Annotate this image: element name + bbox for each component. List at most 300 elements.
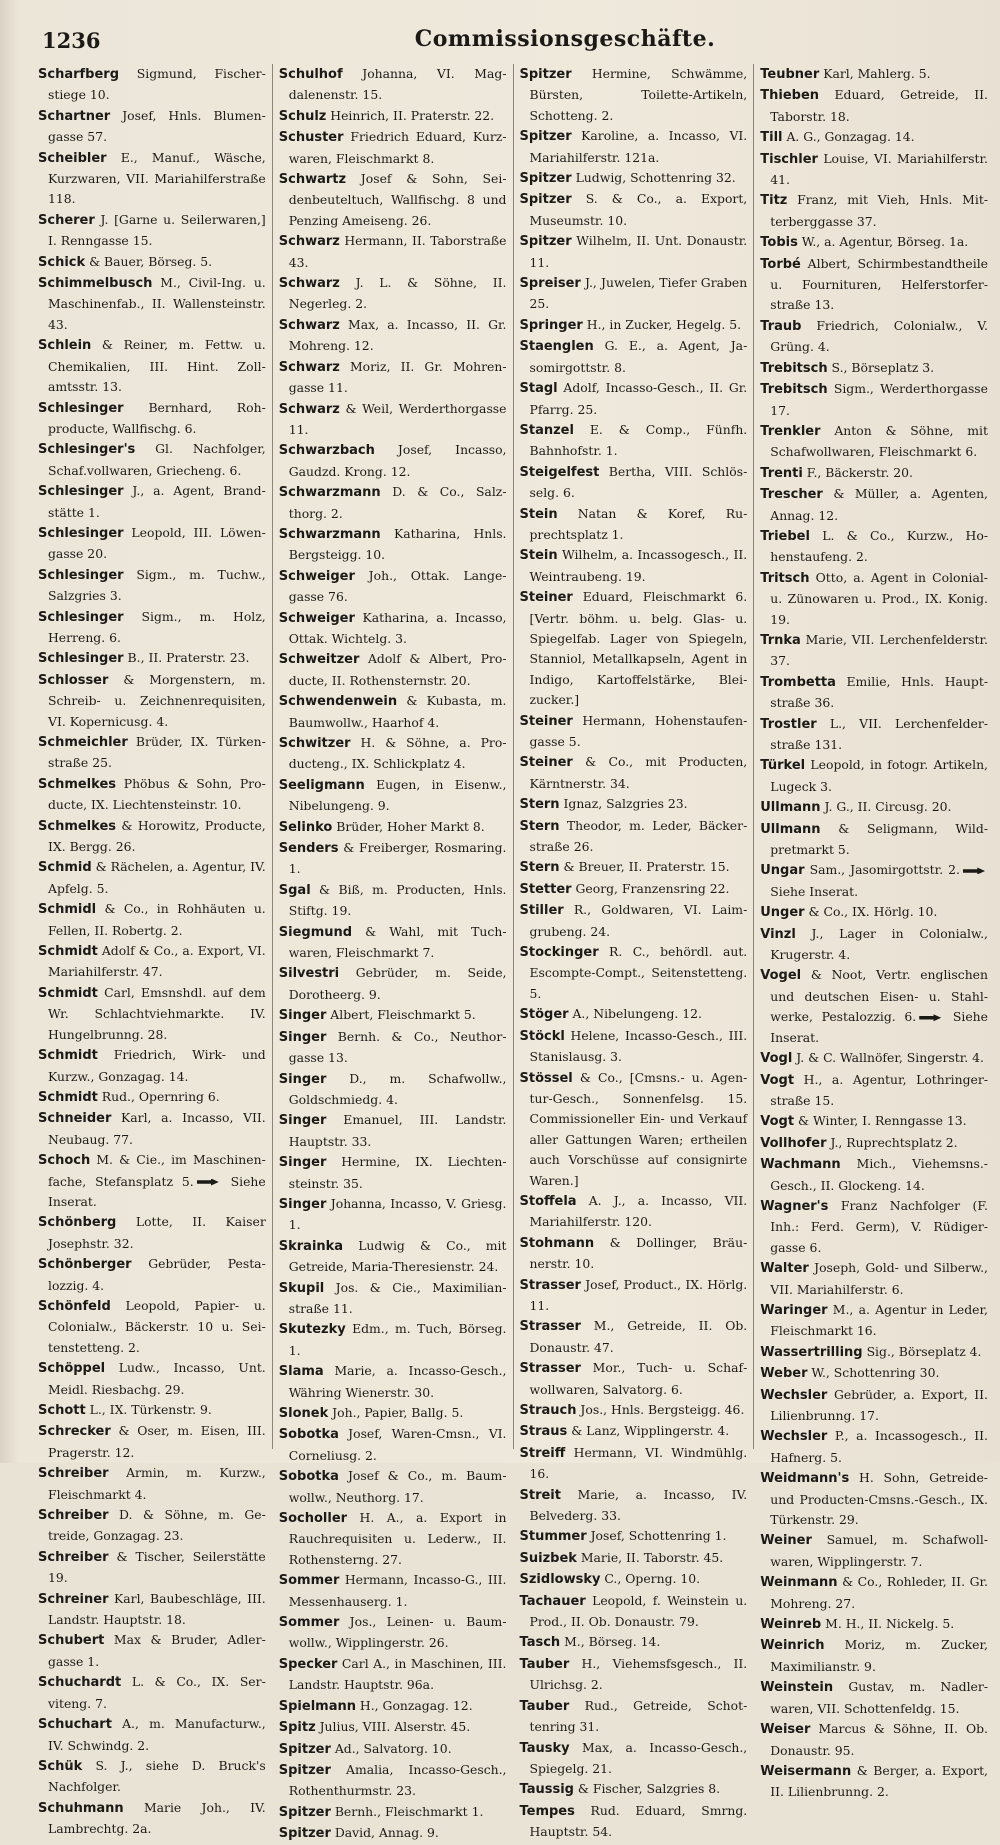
entry-name: Schwartz (278, 172, 347, 188)
entry-name: Schwarz (278, 401, 340, 417)
entry-name: Weinreb (760, 1617, 822, 1633)
pointing-hand-icon (197, 1179, 219, 1186)
directory-entry (38, 1212, 266, 1254)
column-3 (513, 64, 748, 1840)
entry-details: Franz Nachfolger (F. Inh.: Ferd. Germ), V. Rüdigergasse 6. (770, 1197, 988, 1255)
directory-entry (760, 379, 988, 421)
directory-entry (760, 127, 988, 148)
entry-details: Louise, VI. Mariahilferstr. 41. (770, 150, 988, 188)
directory-entry (279, 399, 507, 441)
entry-name: Schlesinger (38, 609, 124, 625)
pointing-hand-icon (963, 867, 985, 874)
entry-details: & Weil, Werderthorgasse 11. (288, 400, 507, 437)
entry-name: Walter (760, 1261, 809, 1277)
entry-name: Stern (519, 797, 560, 813)
directory-entry (279, 440, 507, 482)
entry-name: Wachmann (760, 1157, 841, 1173)
entry-details: Jos., Hnls. Bergsteigg. 46. (576, 1402, 745, 1417)
entry-name: Schott (38, 1403, 86, 1418)
directory-entry (279, 1739, 507, 1760)
entry-name: Weiner (760, 1533, 812, 1549)
directory-entry (279, 1194, 507, 1236)
entry-details: Leopold, in fotogr. Artikeln, Lugeck 3. (770, 757, 988, 794)
directory-entry (520, 126, 748, 168)
entry-name: Schweiger (278, 568, 355, 584)
entry-name: Staenglen (519, 339, 594, 355)
directory-entry (520, 315, 748, 336)
directory-entry (520, 1801, 748, 1843)
entry-name: Spitzer (278, 1826, 331, 1842)
entry-name: Sobotka (278, 1469, 339, 1485)
entry-name: Tobis (760, 235, 798, 251)
entry-details: Johanna, Incasso, V. Griesg. 1. (288, 1195, 507, 1233)
entry-name: Schlosser (38, 672, 109, 688)
entry-name: Spitzer (278, 1804, 331, 1820)
entry-name: Scheibler (38, 150, 107, 166)
entry-details: Hermine, IX. Liechtensteinstr. 35. (288, 1154, 507, 1191)
directory-entry (279, 922, 507, 964)
entry-name: Stetter (519, 881, 572, 897)
entry-details: Samuel, m. Schafwollwaren, Wipplingerstr. 7. (770, 1532, 988, 1569)
entry-details: R., Goldwaren, VI. Laimgrubeng. 24. (529, 902, 748, 939)
entry-name: Teubner (760, 67, 820, 82)
entry-details: Leopold, f. Weinstein u. Prod., II. Ob. Donaustr. 79. (529, 1592, 748, 1630)
entry-name: Silvestri (278, 966, 340, 982)
entry-name: Triebel (760, 528, 810, 544)
directory-entry (38, 1108, 266, 1150)
directory-entry (279, 106, 507, 127)
entry-details: D. & Söhne, m. Getreide, Gonzagag. 23. (48, 1507, 266, 1544)
entry-name: Scharfberg (38, 67, 120, 82)
entry-name: Taussig (519, 1782, 574, 1798)
directory-entry (520, 273, 748, 315)
entry-details: & Freiberger, Rosmaring. 1. (288, 840, 507, 877)
entry-name: Schmidt (38, 1089, 98, 1105)
entry-name: Schweiger (278, 610, 355, 626)
entry-details: Rud., Getreide, Schottenring 31. (529, 1697, 748, 1735)
directory-entry (38, 1547, 266, 1589)
directory-entry (520, 1233, 748, 1275)
entry-details: Ignaz, Salzgries 23. (559, 796, 688, 812)
entry-name: Tischler (760, 151, 818, 167)
entry-details: Hermine, Schwämme, Bürsten, Toilette-Artikeln, Schotteng. 2. (529, 66, 748, 123)
directory-entry (760, 232, 988, 253)
entry-name: Weidmann's (760, 1471, 850, 1487)
directory-entry (279, 1069, 507, 1111)
entry-name: Trostler (760, 716, 817, 732)
entry-name: Strasser (519, 1361, 581, 1377)
entry-name: Sommer (278, 1573, 340, 1589)
entry-details: J., Juwelen, Tiefer Graben 25. (529, 275, 748, 312)
entry-name: Schwarz (278, 276, 340, 292)
entry-details: Rud., Opernring 6. (97, 1088, 220, 1104)
entry-details: M. H., II. Nickelg. 5. (821, 1616, 955, 1632)
entry-name: Weiser (760, 1722, 811, 1738)
directory-entry (760, 1677, 988, 1719)
entry-details: Adolf & Albert, Producte, II. Rothensternstr. 20. (288, 651, 507, 688)
entry-name: Schick (38, 254, 86, 270)
directory-entry (520, 794, 748, 815)
directory-entry (279, 169, 507, 231)
directory-entry (520, 1548, 748, 1569)
entry-details: Marie, a. Incasso, IV. Belvederg. 33. (529, 1486, 748, 1524)
entry-details: & Morgenstern, m. Schreib- u. Zeichnenrequisiten, VI. Kopernicusg. 4. (48, 671, 266, 729)
entry-details: & Bauer, Börseg. 5. (85, 253, 213, 269)
entry-name: Schwendenwein (278, 694, 398, 710)
directory-entry (38, 1045, 266, 1087)
entry-details: C., Operng. 10. (600, 1571, 701, 1587)
entry-details: D., m. Schafwollw., Goldschmiedg. 4. (288, 1070, 507, 1107)
entry-details: W., a. Agentur, Börseg. 1a. (797, 234, 969, 250)
entry-details: J. G., II. Circusg. 20. (820, 799, 952, 815)
directory-entry (38, 1296, 266, 1358)
entry-details: & Reiner, m. Fettw. u. Chemikalien, III. Hint. Zollamtsstr. 13. (48, 337, 266, 395)
entry-name: Schimmelbusch (38, 276, 153, 292)
directory-entry (760, 797, 988, 818)
entry-name: Schönfeld (38, 1298, 111, 1314)
entry-name: Strasser (519, 1319, 581, 1335)
directory-entry (279, 775, 507, 817)
directory-entry (760, 526, 988, 568)
entry-details: L. & Co., Kurzw., Hohenstaufeng. 2. (770, 527, 988, 565)
entry-name: Trenti (760, 465, 803, 481)
entry-name: Schwarz (278, 234, 340, 250)
entry-name: Vollhofer (760, 1135, 827, 1151)
directory-entry (279, 273, 507, 315)
entry-name: Schlesinger (38, 567, 124, 583)
entry-details: Sigm., m. Tuchw., Salzgries 3. (48, 566, 266, 604)
entry-name: Weber (760, 1366, 808, 1382)
entry-details: Armin, m. Kurzw., Fleischmarkt 4. (48, 1465, 266, 1502)
directory-entry (38, 1400, 266, 1421)
directory-entry (760, 64, 988, 85)
entry-name: Specker (278, 1656, 338, 1672)
directory-entry (38, 210, 266, 252)
entry-details: & Co., IX. Hörlg. 10. (804, 904, 938, 920)
entry-name: Stanzel (519, 422, 574, 438)
directory-entry (520, 189, 748, 231)
entry-details: J. [Garne u. Seilerwaren,] I. Renngasse 15. (48, 211, 266, 249)
directory-entry (38, 941, 266, 983)
entry-name: Stagl (519, 381, 558, 397)
entry-name: Spitzer (519, 67, 572, 82)
directory-entry (38, 64, 266, 106)
directory-entry (279, 1466, 507, 1508)
directory-entry (38, 1714, 266, 1756)
entry-name: Siegmund (278, 924, 353, 940)
entry-details: Mor., Tuch- u. Schafwollwaren, Salvatorg. 6. (529, 1360, 748, 1397)
entry-name: Schmelkes (38, 818, 116, 834)
directory-entry (760, 1719, 988, 1761)
directory-entry (520, 879, 748, 900)
directory-entry (520, 1591, 748, 1633)
entry-name: Trenkler (760, 423, 821, 439)
entry-details: Karl, Baubeschläge, III. Landstr. Hauptstr. 18. (48, 1590, 266, 1628)
entry-details: Johanna, VI. Magdalenenstr. 15. (288, 66, 507, 103)
directory-entry (520, 1443, 748, 1485)
entry-details: Brüder, IX. Türkenstraße 25. (48, 734, 266, 771)
entry-details: & Tischer, Seilerstätte 19. (48, 1548, 266, 1586)
entry-details: Julius, VIII. Alserstr. 45. (315, 1719, 471, 1735)
entry-details: & Oser, m. Eisen, III. Pragerstr. 12. (48, 1423, 266, 1460)
entry-name: Tauber (519, 1698, 570, 1714)
entry-details: Edm., m. Tuch, Börseg. 1. (288, 1321, 507, 1358)
directory-entry (279, 1152, 507, 1194)
directory-entry (279, 1236, 507, 1278)
entry-details: Marie, II. Taborstr. 45. (576, 1549, 724, 1565)
directory-entry (279, 1760, 507, 1802)
directory-entry (760, 1468, 988, 1530)
directory-entry (279, 1005, 507, 1026)
entry-details: L., VII. Lerchenfelderstraße 131. (770, 715, 988, 752)
entry-details: Bernhard, Rohproducte, Wallfischg. 6. (48, 399, 266, 436)
directory-entry (760, 1196, 988, 1258)
entry-name: Schmelkes (38, 776, 116, 792)
entry-name: Unger (760, 905, 805, 921)
entry-details: & Seligmann, Wildpretmarkt 5. (770, 820, 988, 858)
entry-name: Wechsler (760, 1429, 828, 1445)
entry-details: & Co., in Rohhäuten u. Fellen, II. Robertg. 2. (48, 901, 266, 938)
directory-entry (279, 1802, 507, 1823)
entry-details: A. J., a. Incasso, VII. Mariahilferstr. 120. (529, 1192, 748, 1230)
entry-details: Gl. Nachfolger, Schaf.vollwaren, Griecheng. 6. (48, 441, 266, 478)
entry-name: Schlesinger (38, 484, 124, 500)
directory-entry (279, 64, 507, 106)
entry-name: Spitz (278, 1720, 316, 1736)
entry-name: Sgal (278, 882, 311, 898)
entry-details: L., IX. Türkenstr. 9. (85, 1402, 212, 1417)
directory-entry (520, 504, 748, 546)
directory-entry (279, 649, 507, 691)
entry-details: M. & Cie., im Maschinenfache, Stefansplatz 5. (48, 1152, 266, 1189)
entry-name: Ullmann (760, 800, 821, 816)
directory-entry (279, 1508, 507, 1570)
entry-name: Suizbek (519, 1550, 577, 1566)
entry-details: & Müller, a. Agenten, Annag. 12. (770, 486, 988, 523)
entry-name: Wassertrilling (760, 1344, 863, 1360)
entry-name: Tasch (519, 1635, 561, 1651)
directory-entry (760, 860, 988, 902)
directory-entry (520, 231, 748, 273)
directory-entry (760, 149, 988, 191)
entry-details: Sigm., m. Holz, Herreng. 6. (48, 608, 266, 645)
directory-entry (279, 1717, 507, 1738)
directory-entry (760, 819, 988, 861)
entry-name: Slama (278, 1364, 324, 1380)
entry-name: Spitzer (278, 1762, 331, 1778)
entry-details: Marie, a. Incasso-Gesch., Währing Wienerstr. 30. (288, 1363, 507, 1400)
entry-details: G. E., a. Agent, Jasomirgottstr. 8. (529, 338, 748, 375)
directory-entry (279, 357, 507, 399)
directory-entry (760, 85, 988, 127)
entry-name: Stiller (519, 903, 564, 919)
directory-entry (520, 942, 748, 1004)
entry-name: Trebitsch (760, 382, 828, 398)
entry-name: Vogt (760, 1072, 795, 1088)
directory-entry (38, 439, 266, 481)
entry-name: Weisermann (760, 1763, 852, 1779)
entry-name: Stein (519, 548, 558, 564)
entry-name: Springer (519, 317, 583, 333)
entry-name: Schmidt (38, 1048, 98, 1064)
directory-entry (760, 965, 988, 1048)
entry-details: & Rächelen, a. Agentur, IV. Apfelg. 5. (48, 859, 266, 896)
entry-name: Waringer (760, 1302, 828, 1318)
entry-name: Schmidt (38, 985, 98, 1001)
directory-entry (520, 64, 748, 126)
entry-details: David, Annag. 9. (330, 1825, 439, 1841)
entry-details: Mich., Viehemsns.-Gesch., II. Glockeng. 14. (770, 1156, 988, 1193)
directory-entry (38, 732, 266, 774)
entry-name: Ungar (760, 863, 805, 879)
entry-name: Steiner (519, 755, 573, 771)
entry-details: J., Lager in Colonialw., Krugerstr. 4. (770, 925, 988, 963)
entry-details: Marie, VII. Lerchenfelderstr. 37. (770, 631, 988, 669)
entry-details: Emanuel, III. Landstr. Hauptstr. 33. (288, 1112, 507, 1149)
directory-entry (760, 672, 988, 714)
directory-entry (279, 566, 507, 608)
entry-name: Stoffela (519, 1193, 577, 1209)
entry-details: Moriz, m. Zucker, Maximilianstr. 9. (770, 1637, 988, 1674)
entry-details: Hermann, II. Taborstraße 43. (288, 233, 507, 270)
entry-name: Weinstein (760, 1680, 834, 1696)
entry-details: Hermann, Incasso-G., III. Messenhauserg. 1. (288, 1572, 507, 1609)
entry-details: Ad., Salvatorg. 10. (330, 1740, 452, 1756)
directory-entry (279, 1570, 507, 1612)
directory-entry (38, 670, 266, 732)
directory-entry (760, 1426, 988, 1468)
entry-details: H., Gonzagag. 12. (355, 1697, 473, 1713)
directory-entry (38, 273, 266, 335)
directory-entry (520, 1569, 748, 1590)
directory-entry (760, 463, 988, 484)
entry-details: & Kubasta, m. Baumwollw., Haarhof 4. (288, 693, 507, 730)
entry-details: J., Ruprechtsplatz 2. (826, 1134, 958, 1150)
entry-name: Torbé (760, 256, 801, 272)
entry-name: Schubert (38, 1633, 105, 1649)
directory-entry (38, 1087, 266, 1108)
directory-entry (38, 481, 266, 523)
entry-name: Trebitsch (760, 360, 828, 376)
entry-details: Albert, Schirmbestandtheile u. Fournituren, Helferstorferstraße 13. (770, 255, 988, 313)
entry-details: W., Schottenring 30. (807, 1365, 940, 1381)
directory-entry (520, 1526, 748, 1547)
entry-details: Eduard, Getreide, II. Taborstr. 18. (770, 87, 988, 124)
entry-details: Bernh., Fleischmarkt 1. (330, 1803, 484, 1819)
entry-details: Gustav, m. Nadlerwaren, VII. Schottenfeldg. 15. (770, 1679, 988, 1716)
entry-details: Otto, a. Agent in Colonial- u. Zünowaren u. Prod., IX. Konig. 19. (770, 569, 988, 627)
entry-details: Natan & Koref, Ruprechtsplatz 1. (529, 505, 748, 542)
entry-name: Seeligmann (278, 777, 365, 793)
directory-entry (38, 1421, 266, 1463)
directory-entry (279, 1319, 507, 1361)
directory-entry (760, 630, 988, 672)
entry-details: H. & Söhne, a. Producteng., IX. Schlickplatz 4. (288, 735, 507, 772)
directory-entry (520, 1026, 748, 1068)
entry-details: Karl, a. Incasso, VII. Neubaug. 77. (48, 1110, 266, 1147)
directory-entry (38, 1254, 266, 1296)
directory-entry (520, 1632, 748, 1653)
entry-name: Singer (278, 1008, 327, 1024)
directory-entry (760, 1572, 988, 1614)
directory-entry (520, 587, 748, 710)
directory-entry (760, 1385, 988, 1427)
entry-name: Schweitzer (278, 652, 360, 668)
directory-entry (760, 1111, 988, 1132)
directory-entry (38, 816, 266, 858)
entry-name: Schwarz (278, 359, 340, 375)
directory-entry (760, 1363, 988, 1384)
entry-details: P., a. Incassogesch., II. Hafnerg. 5. (770, 1428, 988, 1465)
entry-name: Schwarzmann (278, 485, 381, 501)
entry-details: Karl, Mahlerg. 5. (819, 66, 931, 81)
column-1 (38, 64, 266, 1837)
directory-entry (38, 607, 266, 649)
entry-details: E., Manuf., Wäsche, Kurzwaren, VII. Mariahilferstraße 118. (48, 149, 266, 207)
entry-name: Singer (278, 1155, 327, 1171)
directory-entry (520, 378, 748, 420)
entry-details: & Co., Rohleder, II. Gr. Mohreng. 27. (770, 1574, 988, 1611)
entry-name: Sobotka (278, 1427, 339, 1443)
directory-entry (38, 398, 266, 440)
directory-entry (760, 1070, 988, 1112)
entry-details: & Lanz, Wipplingerstr. 4. (567, 1423, 730, 1439)
entry-name: Türkel (760, 758, 806, 774)
directory-entry (38, 335, 266, 397)
entry-name: Schreiber (38, 1466, 109, 1482)
directory-entry (760, 1635, 988, 1677)
entry-name: Selinko (278, 819, 333, 835)
directory-entry (38, 1358, 266, 1400)
directory-entry (279, 1654, 507, 1696)
directory-entry (760, 358, 988, 379)
entry-name: Skutezky (278, 1322, 346, 1338)
entry-name: Streit (519, 1487, 561, 1503)
entry-name: Stössel (519, 1070, 573, 1086)
entry-name: Schulhof (278, 67, 343, 82)
directory-entry (760, 755, 988, 797)
entry-details: Amalia, Incasso-Gesch., Rothenthurmstr. 23. (288, 1761, 507, 1799)
directory-entry (279, 817, 507, 838)
entry-name: Schuchart (38, 1717, 112, 1733)
entry-name: Schreiner (38, 1591, 109, 1607)
entry-details: A., Nibelungeng. 12. (568, 1006, 703, 1022)
page-number: 1236 (42, 28, 101, 53)
entry-details: Sam., Jasomirgottstr. 2. (804, 862, 960, 878)
entry-details: Joh., Papier, Ballg. 5. (328, 1405, 464, 1420)
entry-details: Theodor, m. Leder, Bäckerstraße 26. (529, 817, 748, 855)
entry-name: Wagner's (760, 1198, 829, 1214)
entry-details: Josef, Hnls. Blumengasse 57. (48, 107, 266, 145)
entry-details: & Co., mit Producten, Kärntnerstr. 34. (529, 754, 748, 791)
entry-details: Sigmund, Fischerstiege 10. (48, 66, 266, 103)
directory-entry (520, 1654, 748, 1696)
directory-entry (760, 316, 988, 358)
entry-name: Schönberger (38, 1257, 132, 1273)
entry-name: Skupil (278, 1280, 325, 1296)
directory-entry (760, 1614, 988, 1635)
entry-name: Weinmann (760, 1575, 838, 1591)
entry-details: & Biß, m. Producten, Hnls. Stiftg. 19. (288, 881, 507, 919)
entry-details: Jos. & Cie., Maximilianstraße 11. (288, 1279, 507, 1316)
entry-details: Karoline, a. Incasso, VI. Mariahilferstr. 121a. (529, 128, 748, 165)
directory-entry (760, 1133, 988, 1154)
entry-details: Eduard, Fleischmarkt 6. [Vertr. böhm. u. belg. Glas- u. Spiegelfab. Lager von Spiegeln, Stanniol, Metallkapseln, Agent in Indigo, Kartoffelstärke, Bleizucker.] (529, 589, 748, 708)
entry-name: Schwarzbach (278, 443, 375, 459)
entry-details: Friedrich, Wirk- und Kurzw., Gonzagag. 14. (48, 1047, 266, 1084)
entry-details: H., Viehemsfsgesch., II. Ulrichsg. 2. (529, 1655, 748, 1693)
entry-details: J. L. & Söhne, II. Negerleg. 2. (288, 275, 507, 312)
